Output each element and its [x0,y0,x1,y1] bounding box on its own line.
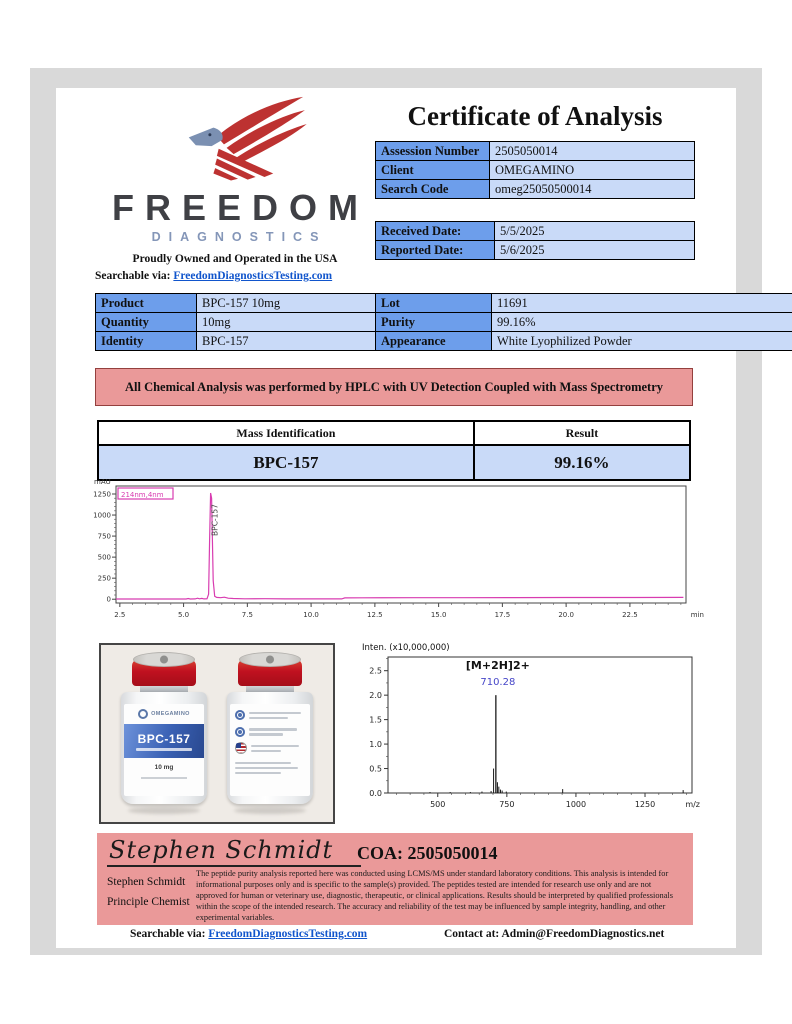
product-vial-photo [99,643,335,824]
svg-text:2.5: 2.5 [114,611,126,619]
product-label-cell: Identity [96,332,197,351]
vial-dose-text: 10 mg [154,764,174,771]
eagle-logo-icon [143,96,328,184]
mass-identification-table [97,420,691,481]
vial-fineprint-line [141,777,187,779]
vial-shadow [234,807,306,814]
certificate-page [56,88,736,948]
svg-text:750: 750 [499,800,515,809]
svg-text:15.0: 15.0 [430,611,447,619]
svg-text:7.5: 7.5 [241,611,253,619]
info-label-cell: Assession Number [376,142,490,161]
hplc-chromatogram-svg [86,476,708,638]
svg-text:BPC-157: BPC-157 [210,504,220,536]
svg-text:12.5: 12.5 [367,611,383,619]
lot-value-cell: 11691 [492,294,792,313]
vial-front [118,652,210,814]
info-value-cell: OMEGAMINO [490,161,695,180]
mass-spectrum-svg [358,641,702,827]
table-row [376,222,695,241]
svg-text:2.5: 2.5 [369,666,382,676]
svg-text:0.0: 0.0 [369,789,382,798]
svg-text:1.0: 1.0 [369,740,382,750]
lot-label-cell: Appearance [376,332,492,351]
lot-table [375,293,792,351]
info-value-cell: 2505050014 [490,142,695,161]
table-row [376,313,792,332]
dates-table [375,221,695,260]
vial-body [121,692,207,804]
mass-spectrum [358,641,702,832]
table-row [98,421,690,445]
info-table [375,141,695,199]
table-row [376,294,792,313]
svg-text:[M+2H]2+: [M+2H]2+ [465,659,530,673]
logo-block [95,96,375,282]
table-row [376,241,695,260]
vial-subtitle-line [136,748,192,751]
svg-text:17.5: 17.5 [494,611,511,619]
brand-subtitle: DIAGNOSTICS [151,229,327,244]
signature-block [97,833,693,925]
mass-id-header: Mass Identification [98,421,474,445]
table-row [376,142,695,161]
vial-front-label [124,704,204,796]
page-footer [56,928,736,944]
searchable-label: Searchable via: [95,269,171,282]
vial-back-label [230,704,310,796]
vial-product-text: BPC-157 [137,731,191,746]
info-label-cell: Client [376,161,490,180]
svg-text:214nm,4nm: 214nm,4nm [121,491,164,499]
result-header: Result [474,421,690,445]
svg-text:1.5: 1.5 [369,715,382,725]
vial-brand-text: OMEGAMINO [151,711,190,717]
lot-value-cell: White Lyophilized Powder [492,332,792,351]
product-label-cell: Quantity [96,313,197,332]
svg-text:10.0: 10.0 [303,611,319,619]
svg-text:1000: 1000 [93,511,111,520]
info-label-cell: Search Code [376,180,490,199]
svg-text:1250: 1250 [93,490,111,499]
header-right [375,100,695,260]
svg-text:0.5: 0.5 [369,764,382,774]
footer-searchable [130,928,367,940]
page-frame [30,68,762,955]
vial-shadow [128,807,200,814]
table-row [98,445,690,480]
svg-text:m/z: m/z [685,800,700,809]
vial-cap [238,652,302,686]
footer-diagnostics-testing-link[interactable]: FreedomDiagnosticsTesting.com [208,928,368,940]
product-value-cell: BPC-157 [197,332,775,351]
signature-script: Stephen Schmidt [107,836,361,867]
svg-text:2.0: 2.0 [369,691,382,701]
svg-text:0: 0 [106,595,111,604]
date-value-cell: 5/6/2025 [495,241,695,260]
table-row [376,161,695,180]
diagnostics-testing-link[interactable]: FreedomDiagnosticsTesting.com [173,269,333,282]
result-value: 99.16% [474,445,690,480]
hplc-chromatogram [86,476,708,643]
svg-text:mAU: mAU [94,478,111,486]
badge-icon [235,710,245,720]
svg-text:750: 750 [97,532,111,541]
svg-text:Inten. (x10,000,000): Inten. (x10,000,000) [362,643,450,653]
badge-icon [235,727,245,737]
date-value-cell: 5/5/2025 [495,222,695,241]
analysis-method-banner: All Chemical Analysis was performed by HPLC with UV Detection Coupled with Mass Spectrometry [95,368,693,406]
product-value-cell: 10mg [197,313,775,332]
svg-text:500: 500 [430,800,446,809]
brand-tagline: Proudly Owned and Operated in the USA [132,252,338,265]
svg-text:1250: 1250 [634,800,656,809]
coa-number: COA: 2505050014 [357,843,498,863]
svg-text:500: 500 [97,553,111,562]
searchable-line [95,270,375,282]
chemist-name: Stephen Schmidt [107,876,186,888]
svg-text:22.5: 22.5 [622,611,638,619]
omegamino-logo-icon [138,709,148,719]
product-value-cell: BPC-157 10mg [197,294,775,313]
svg-text:250: 250 [97,574,111,583]
svg-text:min: min [690,611,704,619]
footer-contact: Contact at: Admin@FreedomDiagnostics.net [444,928,665,940]
vial-cap [132,652,196,686]
page-title: Certificate of Analysis [407,101,663,131]
brand-name: FREEDOM [112,187,369,228]
svg-text:5.0: 5.0 [178,611,190,619]
table-row [376,332,792,351]
chemist-role: Principle Chemist [107,896,190,908]
date-label-cell: Reported Date: [376,241,495,260]
svg-text:20.0: 20.0 [558,611,574,619]
vial-body [227,692,313,804]
svg-text:710.28: 710.28 [480,677,516,689]
lot-label-cell: Lot [376,294,492,313]
mass-id-value: BPC-157 [98,445,474,480]
disclaimer-text: The peptide purity analysis reported here was conducted using LCMS/MS under standard laboratory conditions. This analysis is intended for informational purposes only and is specific to the sample(s) provided. The peptides tested are intended for research use only and are not approved for human or veterinary use, diagnostic, therapeutic, or clinical applications. Results should be interpreted by qualified professionals within the scope of the intended research. The accuracy and reliability of the test may be influenced by sample integrity, handling, and other experimental variables. [196,869,674,922]
footer-searchable-label: Searchable via: [130,928,206,940]
date-label-cell: Received Date: [376,222,495,241]
vial-back [224,652,316,814]
table-row [376,180,695,199]
lot-value-cell: 99.16% [492,313,792,332]
info-value-cell: omeg25050500014 [490,180,695,199]
product-label-cell: Product [96,294,197,313]
svg-text:1000: 1000 [565,800,587,809]
lot-label-cell: Purity [376,313,492,332]
usa-flag-icon [235,742,247,754]
